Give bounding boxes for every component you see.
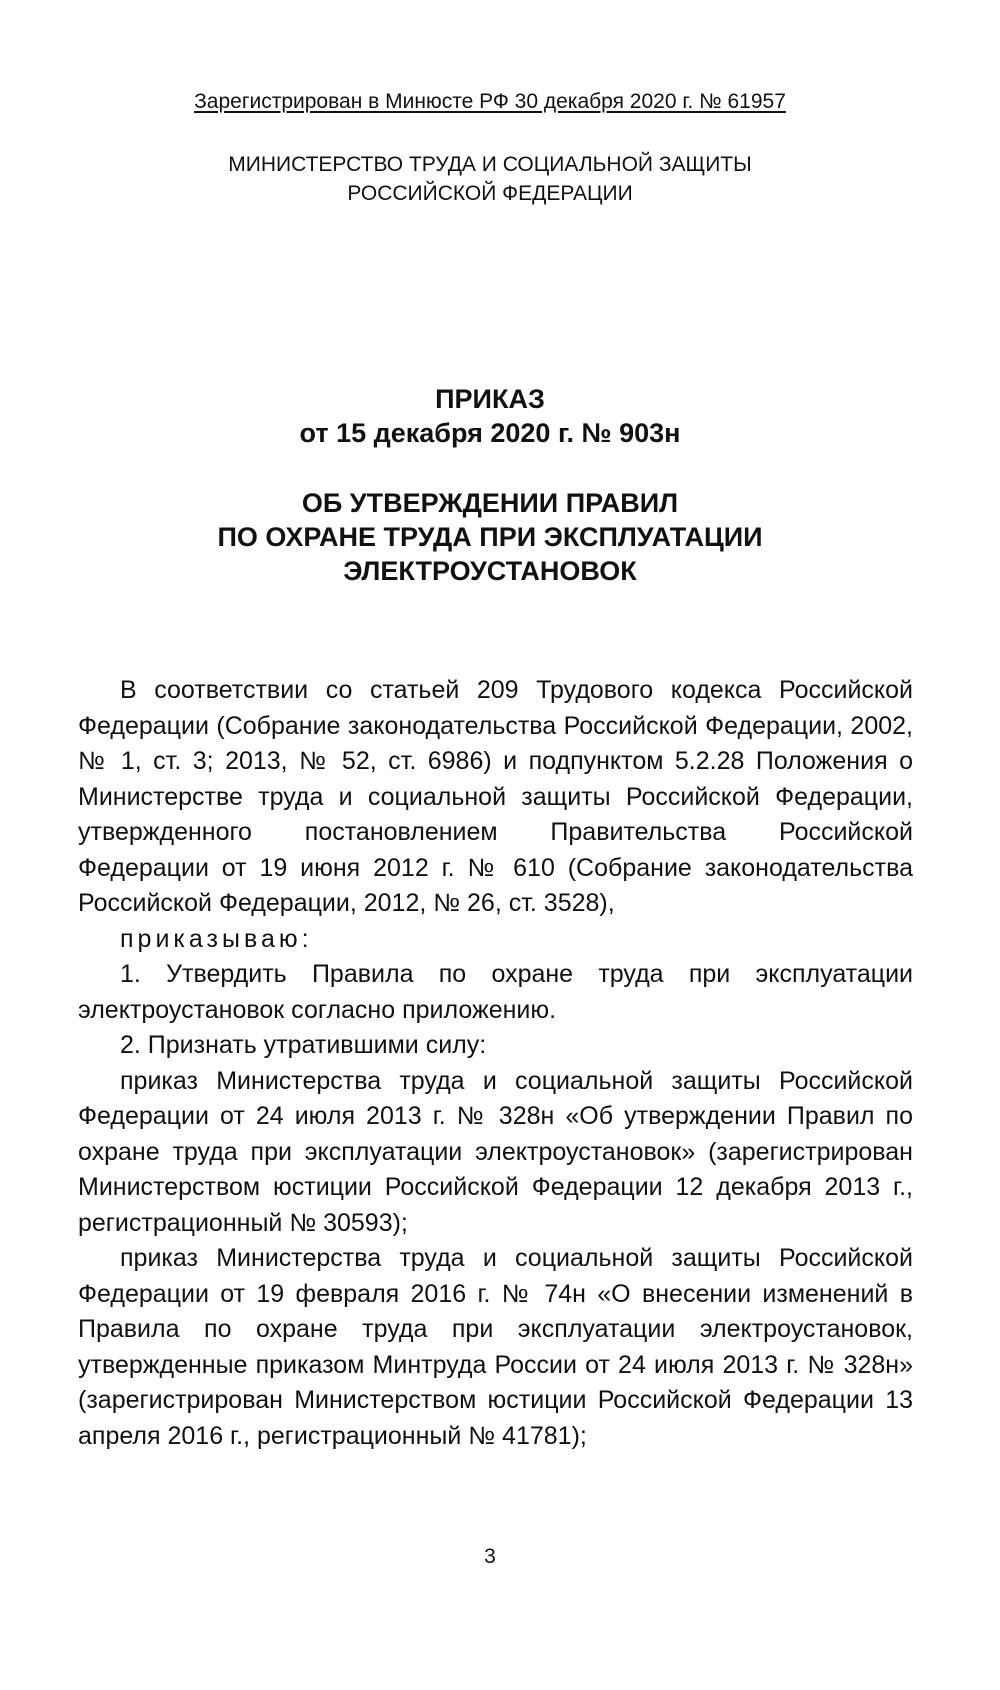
document-title xyxy=(0,486,980,588)
order-type: ПРИКАЗ xyxy=(435,384,545,414)
title-line-1: ОБ УТВЕРЖДЕНИИ ПРАВИЛ xyxy=(301,488,679,518)
item-1-paragraph: 1. Утвердить Правила по охране труда при эксплуатации электроустановок согласно приложению. xyxy=(78,960,913,1024)
title-line-3: ЭЛЕКТРОУСТАНОВОК xyxy=(343,556,637,586)
registration-note: Зарегистрирован в Минюсте РФ 30 декабря 2020 г. № 61957 xyxy=(194,90,786,113)
ministry-line-1: МИНИСТЕРСТВО ТРУДА И СОЦИАЛЬНОЙ ЗАЩИТЫ xyxy=(228,153,752,176)
item-2b-paragraph: приказ Министерства труда и социальной защиты Российской Федерации от 19 февраля 2016 г. № 74н «О внесении изменений в Правила по охране труда при эксплуатации электроустановок, утвержденные приказом Минтруда России от 24 июля 2013 г. № 328н» (зарегистрирован Министерством юстиции Российской Федерации 13 апреля 2016 г., регистрационный № 41781); xyxy=(78,1244,913,1450)
decree-word: приказываю: xyxy=(120,924,313,953)
page-number: 3 xyxy=(484,1545,496,1568)
order-heading xyxy=(0,382,980,450)
item-2a-paragraph: приказ Министерства труда и социальной защиты Российской Федерации от 24 июля 2013 г. № 328н «Об утверждении Правил по охране труда при эксплуатации электроустановок» (зарегистрирован Министерством юстиции Российской Федерации 12 декабря 2013 г., регистрационный № 30593); xyxy=(78,1066,913,1237)
ministry-name xyxy=(0,150,980,208)
preamble-paragraph: В соответствии со статьей 209 Трудового кодекса Российской Федерации (Собрание законодательства Российской Федерации, 2002, № 1, ст. 3; 2013, № 52, ст. 6986) и подпунктом 5.2.28 Положения о Министерстве труда и социальной защиты Российской Федерации, утвержденного постановлением Правительства Российской Федерации от 19 июня 2012 г. № 610 (Собрание законодательства Российской Федерации, 2012, № 26, ст. 3528), xyxy=(78,676,913,917)
order-date-number: от 15 декабря 2020 г. № 903н xyxy=(299,418,681,448)
ministry-line-2: РОССИЙСКОЙ ФЕДЕРАЦИИ xyxy=(347,182,633,205)
document-body xyxy=(78,673,913,1454)
item-2-paragraph: 2. Признать утратившими силу: xyxy=(120,1031,487,1059)
title-line-2: ПО ОХРАНЕ ТРУДА ПРИ ЭКСПЛУАТАЦИИ xyxy=(217,522,763,552)
